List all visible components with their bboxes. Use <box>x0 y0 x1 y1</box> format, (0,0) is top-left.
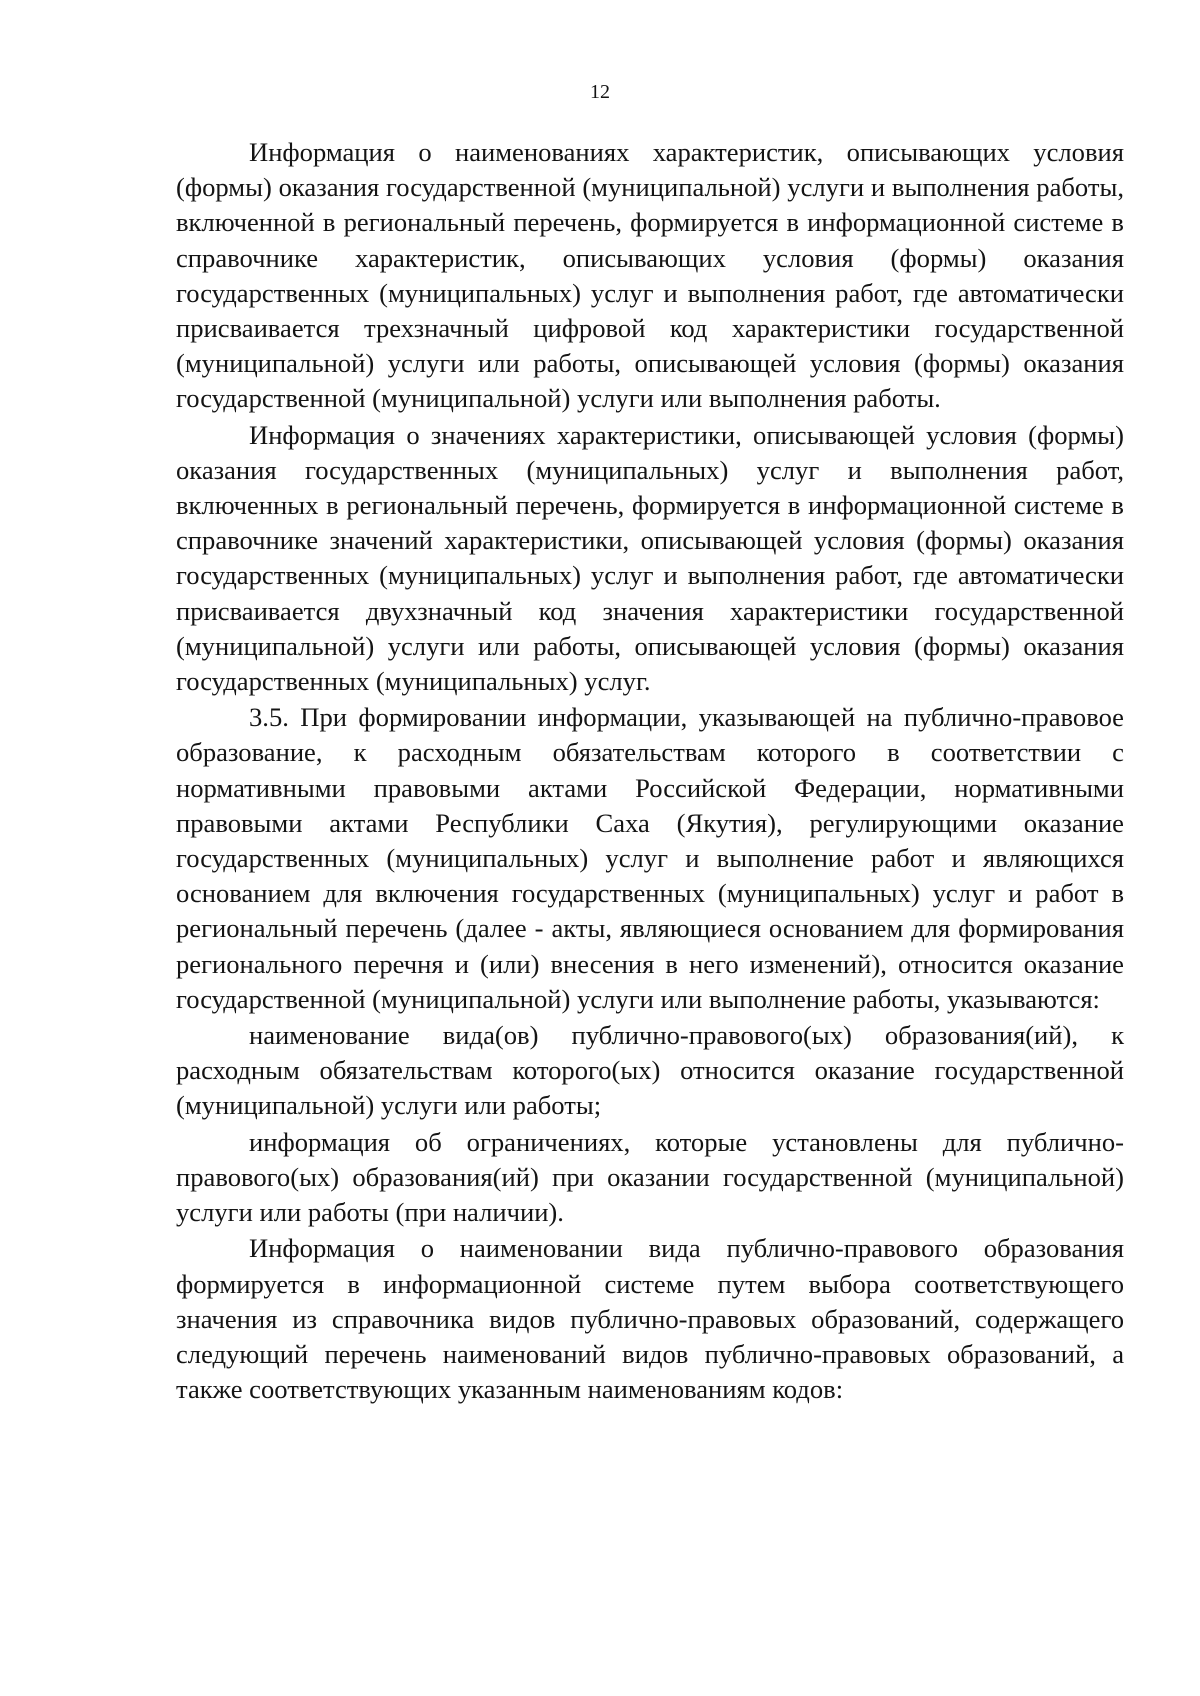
list-item-entity-type: наименование вида(ов) публично-правового(ых) образования(ий), к расходным обязательствам которого(ых) относится оказание государственной (муниципальной) услуги или работы; <box>176 1020 1124 1121</box>
document-body <box>176 135 1124 1407</box>
paragraph-section-3-5: 3.5. При формировании информации, указывающей на публично-правовое образование, к расходным обязательствам которого в соответствии с нормативными правовыми актами Российской Федерации, нормативными правовыми актами Республики Саха (Якутия), регулирующими оказание государственных (муниципальных) услуг и выполнение работ и являющихся основанием для включения государственных (муниципальных) услуг и работ в региональный перечень (далее - акты, являющиеся основанием для формирования регионального перечня и (или) внесения в него изменений), относится оказание государственной (муниципальной) услуги или выполнение работы, указываются: <box>176 702 1124 1014</box>
paragraph-characteristics-values: Информация о значениях характеристики, описывающей условия (формы) оказания государственных (муниципальных) услуг и выполнения работ, включенных в региональный перечень, формируется в информационной системе в справочнике значений характеристики, описывающей условия (формы) оказания государственных (муниципальных) услуг и выполнения работ, где автоматически присваивается двухзначный код значения характеристики государственной (муниципальной) услуги или работы, описывающей условия (формы) оказания государственных (муниципальных) услуг. <box>176 419 1124 697</box>
paragraph-characteristics-names: Информация о наименованиях характеристик, описывающих условия (формы) оказания государственной (муниципальной) услуги и выполнения работы, включенной в региональный перечень, формируется в информационной системе в справочнике характеристик, описывающих условия (формы) оказания государственных (муниципальных) услуг и выполнения работ, где автоматически присваивается трехзначный цифровой код характеристики государственной (муниципальной) услуги или работы, описывающей условия (формы) оказания государственной (муниципальной) услуги или выполнения работы. <box>176 137 1124 414</box>
paragraph-entity-type-info: Информация о наименовании вида публично-правового образования формируется в информационной системе путем выбора соответствующего значения из справочника видов публично-правовых образований, содержащего следующий перечень наименований видов публично-правовых образований, а также соответствующих указанным наименованиям кодов: <box>176 1233 1124 1405</box>
page-number: 12 <box>590 81 610 103</box>
list-item-restrictions: информация об ограничениях, которые установлены для публично-правового(ых) образования(ий) при оказании государственной (муниципальной) услуги или работы (при наличии). <box>176 1126 1124 1228</box>
